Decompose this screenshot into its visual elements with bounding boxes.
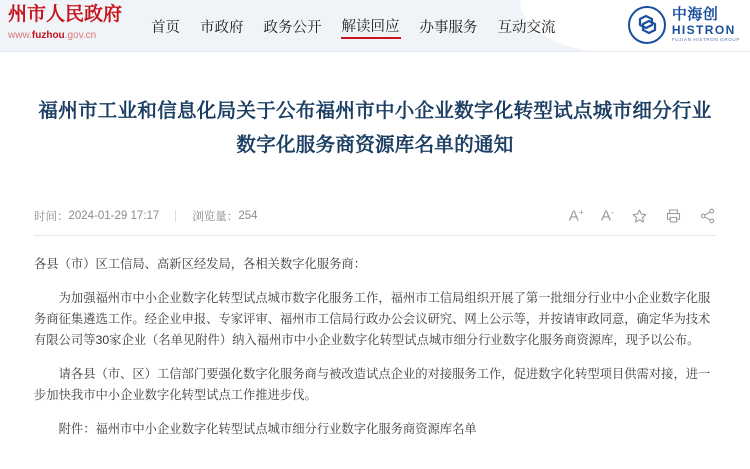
font-decrease-button[interactable]: [601, 208, 614, 223]
paragraph-instructions: 请各县（市、区）工信部门要强化数字化服务商与被改造试点企业的对接服务工作，促进数字化转型项目供需对接，进一步加快我市中小企业数字化转型试点工作推进步伐。: [34, 367, 711, 402]
histron-name-sub: FUJIAN HISTRON GROUP: [671, 37, 740, 43]
gov-logo-title: 州市人民政府: [8, 4, 123, 25]
article-meta-left: [34, 208, 258, 224]
font-increase-sup: +: [578, 207, 584, 217]
nav-item-interaction[interactable]: 互动交流: [497, 19, 556, 36]
gov-url-main: fuzhou: [31, 30, 65, 41]
histron-name-cn: 中海创: [671, 6, 719, 24]
nav-item-services[interactable]: 办事服务: [419, 19, 478, 36]
article-toolbar: [569, 207, 716, 224]
paragraph-background: 为加强福州市中小企业数字化转型试点城市数字化服务工作，福州市工信局组织开展了第一批细分行业中小企业数字化服务商征集遴选工作。经企业申报、专家评审、福州市工信局行政办公会议研究、网上公示等，并按请审政同意，确定华为技术有限公司等30家企业（名单见附件）纳入福州市中小企业数字化转型试点城市细分行业数字化服务商资源库，现予以公布。: [34, 291, 711, 347]
histron-brand-logo[interactable]: [628, 6, 740, 44]
gov-url-suffix: .gov.cn: [64, 30, 97, 41]
paragraph-attachment: 附件：福州市中小企业数字化转型试点城市细分行业数字化服务商资源库名单: [58, 422, 477, 436]
histron-name-en: HISTRON: [671, 23, 736, 38]
share-button[interactable]: [699, 207, 716, 224]
gov-url-prefix: www.: [8, 30, 32, 41]
article-body: [34, 254, 716, 440]
gov-logo-url: [8, 30, 148, 42]
nav-item-city-government[interactable]: 市政府: [200, 19, 244, 36]
font-decrease-sup: -: [611, 207, 614, 217]
printer-icon: [665, 207, 682, 224]
font-increase-label: A: [568, 207, 579, 224]
paragraph-recipients: 各县（市）区工信局、高新区经发局，各相关数字化服务商：: [34, 257, 367, 271]
publish-time-value: 2024-01-29 17:17: [68, 209, 160, 222]
nav-item-government-affairs-disclosure[interactable]: 政务公开: [263, 19, 322, 36]
nav-item-home[interactable]: 首页: [151, 19, 180, 36]
site-header: [0, 0, 750, 52]
font-decrease-label: A: [600, 207, 611, 224]
print-button[interactable]: [665, 207, 682, 224]
share-icon: [699, 207, 716, 224]
main-nav: [150, 0, 557, 52]
histron-logo-icon: [628, 6, 666, 44]
meta-divider: [175, 210, 176, 222]
view-count-value: 254: [238, 209, 258, 222]
gov-logo[interactable]: [8, 2, 148, 42]
histron-brand-text: [672, 7, 740, 43]
article-meta-bar: [34, 196, 716, 236]
page-title: 福州市工业和信息化局关于公布福州市中小企业数字化转型试点城市细分行业数字化服务商资源库名单的通知: [38, 100, 712, 156]
favorite-button[interactable]: [631, 207, 648, 224]
nav-item-interpretation-response[interactable]: 解读回应: [341, 13, 401, 39]
publish-time-label: 时间：: [34, 210, 69, 223]
font-increase-button[interactable]: [569, 208, 584, 223]
article-container: [0, 94, 750, 440]
star-icon: [631, 207, 648, 224]
view-count-label: 浏览量：: [192, 210, 239, 223]
